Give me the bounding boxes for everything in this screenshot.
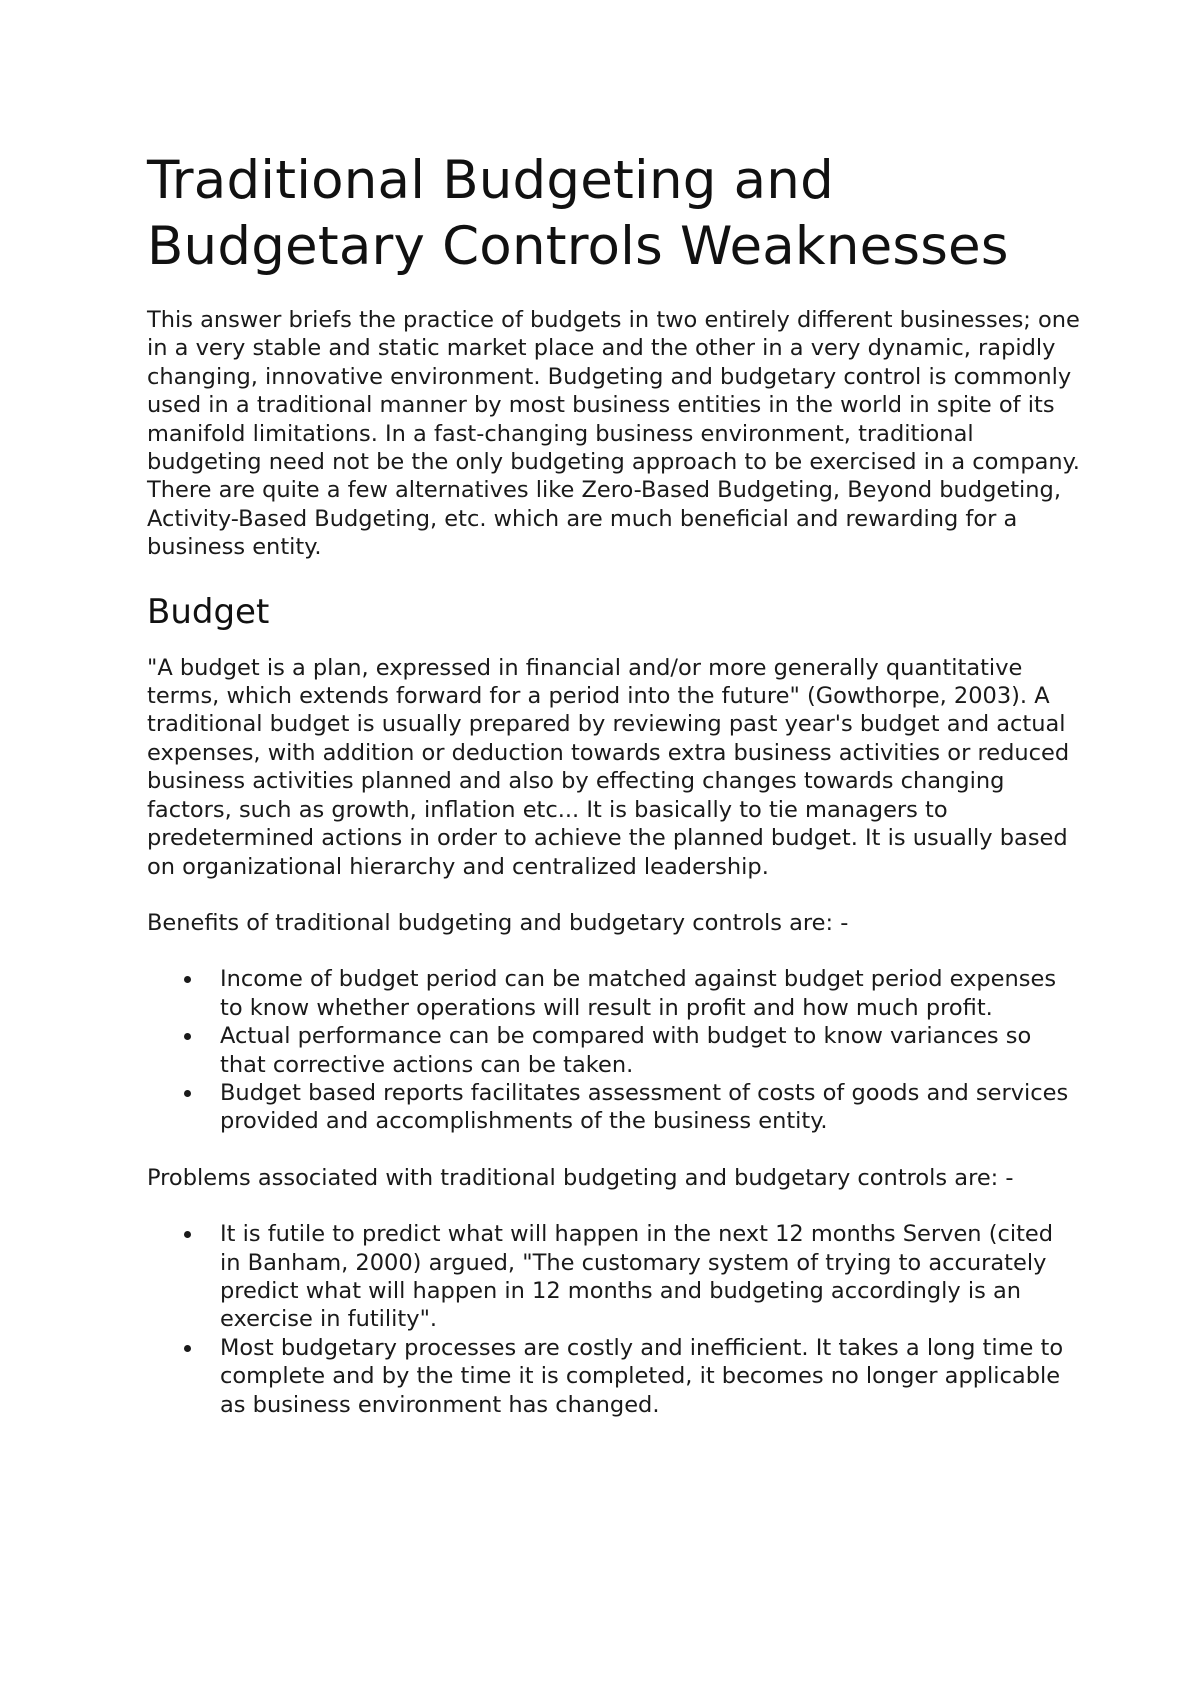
list-item-text: Budget based reports facilitates assessment of costs of goods and services provided and accomplishments of the business entity. [220, 1079, 1069, 1135]
list-item-text: Most budgetary processes are costly and inefficient. It takes a long time to complete and by the time it is completed, it becomes no longer applicable as business environment has changed. [220, 1334, 1064, 1418]
list-item [147, 1022, 1080, 1079]
list-item-text: It is futile to predict what will happen in the next 12 months Serven (cited in Banham, 2000) argued, "The customary system of trying to accurately predict what will happen in 12 months and budgeting accordingly is an exercise in futility". [220, 1221, 1054, 1333]
list-item [147, 965, 1080, 1022]
list-item-text: Income of budget period can be matched against budget period expenses to know whether operations will result in profit and how much profit. [220, 966, 1057, 1021]
problems-intro: Problems associated with traditional budgeting and budgetary controls are: - [147, 1164, 1014, 1191]
benefits-list [147, 965, 1080, 1135]
problems-list [147, 1220, 1080, 1419]
document-title: Traditional Budgeting and Budgetary Controls Weaknesses [147, 150, 1009, 277]
bullet-icon [184, 1033, 191, 1040]
list-item [147, 1220, 1080, 1334]
budget-definition-paragraph: "A budget is a plan, expressed in financial and/or more generally quantitative terms, which extends forward for a period into the future" (Gowthorpe, 2003). A traditional budget is usually prepared by reviewing past year's budget and actual expenses, with addition or deduction towards extra business activities or reduced business activities planned and also by effecting changes towards changing factors, such as growth, inflation etc... It is basically to tie managers to predetermined actions in order to achieve the planned budget. It is usually based on organizational hierarchy and centralized leadership. [147, 654, 1070, 880]
list-item [147, 1079, 1080, 1136]
bullet-icon [184, 1090, 191, 1097]
section-heading-budget: Budget [147, 591, 270, 632]
intro-paragraph: This answer briefs the practice of budgets in two entirely different businesses; one in a very stable and static market place and the other in a very dynamic, rapidly changing, innovative environment. Budgeting and budgetary control is commonly used in a traditional manner by most business entities in the world in spite of its manifold limitations. In a fast-changing business environment, traditional budgeting need not be the only budgeting approach to be exercised in a company. There are quite a few alternatives like Zero-Based Budgeting, Beyond budgeting, Activity-Based Budgeting, etc. which are much beneficial and rewarding for a business entity. [147, 307, 1080, 561]
bullet-icon [184, 976, 191, 983]
bullet-icon [184, 1231, 191, 1238]
list-item [147, 1334, 1080, 1419]
bullet-icon [184, 1345, 191, 1352]
list-item-text: Actual performance can be compared with budget to know variances so that corrective actions can be taken. [220, 1023, 1032, 1078]
benefits-intro: Benefits of traditional budgeting and budgetary controls are: - [147, 909, 849, 936]
